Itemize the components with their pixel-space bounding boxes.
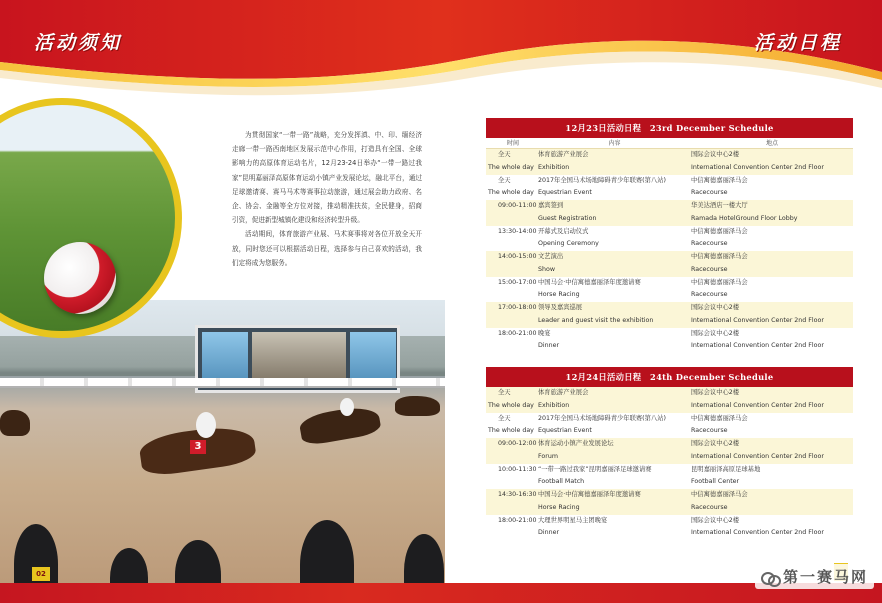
content-cell: 中国马会·中信寓德嘉丽泽年度邀请赛 Horse Racing — [538, 278, 641, 299]
content-cell: 中国马会·中信寓德嘉丽泽年度邀请赛 Horse Racing — [538, 491, 641, 511]
place-cell: 华美达酒店一楼大厅 Ramada HotelGround Floor Lobby — [691, 202, 798, 222]
page-number: 02 — [32, 567, 50, 581]
time-cell: 09:00-12:00 — [498, 440, 537, 447]
place-cell: 中信寓德嘉丽泽马会 Racecourse — [691, 414, 748, 435]
intro-text — [232, 128, 422, 270]
content-cell: 领导及嘉宾巡展 Leader and guest visit the exhibition — [538, 304, 654, 324]
watermark — [755, 564, 874, 589]
time-cell: 17:00-18:00 — [498, 304, 537, 311]
place-cell: 国际会议中心2楼 International Convention Center 2nd Floor — [691, 516, 824, 537]
table-row — [486, 489, 853, 515]
race-horse — [395, 396, 440, 416]
time-cell: 全天 The whole day — [488, 151, 534, 171]
schedule-dec-24 — [486, 367, 853, 540]
saddle-cloth: 3 — [190, 440, 206, 454]
race-horse — [0, 410, 30, 436]
football-icon — [44, 242, 116, 314]
header-time: 时间 — [506, 140, 519, 147]
table-row — [486, 149, 853, 175]
table-row — [486, 438, 853, 464]
place-cell: 中信寓德嘉丽泽马会 Racecourse — [691, 253, 748, 273]
table-row — [486, 200, 853, 226]
header-place: 地点 — [765, 140, 778, 147]
watermark-text: 第一赛马网 — [782, 568, 868, 586]
left-page-title: 活动须知 — [34, 32, 123, 54]
content-cell: 体育旅游产业展会 Exhibition — [538, 389, 589, 409]
place-cell: 国际会议中心2楼 International Convention Center 2nd Floor — [691, 304, 824, 324]
time-cell: 18:00-21:00 — [498, 329, 537, 337]
content-cell: 文艺演出 Show — [538, 253, 564, 273]
table-row — [486, 302, 853, 328]
content-cell: 体育旅游产业展会 Exhibition — [538, 151, 589, 171]
intro-paragraph: 为贯彻国家“一带一路”战略，充分发挥滇、中、印、缅经济走廊一带一路西南地区发展示范中心作用，打造具有全国、全球影响力的高原体育运动名片，12月23-24日举办“一带一路过我家”昆明嘉丽泽高原体育运动小镇产业发展论坛，融北平台，通过足球邀请赛、赛马马术等赛事拉动旅游，通过展会助力政府、名企、协会、金融等全方位对接，推动精准扶贫，全民健身，招商引资，促进新型城镇化建设和经济转型升级。 — [232, 131, 422, 225]
time-cell: 13:30-14:00 — [498, 227, 537, 235]
right-page-title: 活动日程 — [753, 32, 842, 54]
track-rail — [0, 378, 445, 388]
schedule-title: 12月23日活动日程 23rd December Schedule — [486, 118, 853, 138]
table-row — [486, 387, 853, 413]
place-cell: 国际会议中心2楼 International Convention Center 2nd Floor — [691, 151, 824, 171]
content-cell: 2017年全国马术场地障碍青少年联赛(第八站) Equestrian Event — [538, 176, 666, 197]
right-page — [445, 0, 882, 603]
content-cell: “一带一路过我家”昆明嘉丽泽足球邀请赛 Football Match — [538, 465, 652, 486]
schedule-header — [486, 138, 853, 149]
place-cell: 中信寓德嘉丽泽马会 Racecourse — [691, 278, 748, 299]
content-cell: 开幕式及启动仪式 Opening Ceremony — [538, 227, 599, 248]
place-cell: 中信寓德嘉丽泽马会 Racecourse — [691, 176, 748, 197]
content-cell: 体育运动小镇产业发展论坛 Forum — [538, 440, 614, 460]
schedule-rows — [486, 387, 853, 540]
table-row — [486, 277, 853, 303]
time-cell: 全天 The whole day — [488, 176, 534, 197]
content-cell: 晚宴 Dinner — [538, 329, 560, 350]
time-cell: 10:00-11:30 — [498, 465, 537, 473]
horse-race-photo — [0, 300, 445, 603]
time-cell: 全天 The whole day — [488, 389, 534, 409]
jockey — [340, 398, 354, 416]
bottom-red-bar — [0, 583, 882, 603]
table-row — [486, 175, 853, 201]
place-cell: 中信寓德嘉丽泽马会 Racecourse — [691, 227, 748, 248]
content-cell: 大理世界明星马主团晚宴 Dinner — [538, 516, 608, 537]
schedule-rows — [486, 149, 853, 353]
place-cell: 国际会议中心2楼 International Convention Center 2nd Floor — [691, 329, 824, 350]
table-row — [486, 413, 853, 439]
content-cell: 2017年全国马术场地障碍青少年联赛(第八站) Equestrian Event — [538, 414, 666, 435]
table-row — [486, 328, 853, 354]
header-content: 内容 — [608, 140, 621, 147]
time-cell: 18:00-21:00 — [498, 516, 537, 524]
content-cell: 嘉宾签到 Guest Registration — [538, 202, 597, 222]
intro-paragraph: 活动期间，体育旅游产业展、马术赛事将对各位开放全天开放，同时您还可以根据活动日程，选择参与自己喜欢的活动，我们定将成为您服务。 — [232, 230, 422, 267]
place-cell: 中信寓德嘉丽泽马会 Racecourse — [691, 491, 748, 511]
place-cell: 国际会议中心2楼 International Convention Center 2nd Floor — [691, 440, 824, 460]
time-cell: 09:00-11:00 — [498, 202, 537, 209]
table-row — [486, 226, 853, 252]
schedule-title: 12月24日活动日程 24th December Schedule — [486, 367, 853, 387]
wechat-icon — [761, 570, 779, 584]
time-cell: 15:00-17:00 — [498, 278, 537, 286]
place-cell: 昆明嘉丽泽高原足球基地 Football Center — [691, 465, 761, 486]
jockey — [196, 412, 216, 438]
time-cell: 14:30-16:30 — [498, 491, 537, 498]
table-row — [486, 515, 853, 541]
table-row — [486, 464, 853, 490]
schedule-dec-23 — [486, 118, 853, 353]
table-row — [486, 251, 853, 277]
time-cell: 14:00-15:00 — [498, 253, 537, 260]
time-cell: 全天 The whole day — [488, 414, 534, 435]
place-cell: 国际会议中心2楼 International Convention Center 2nd Floor — [691, 389, 824, 409]
